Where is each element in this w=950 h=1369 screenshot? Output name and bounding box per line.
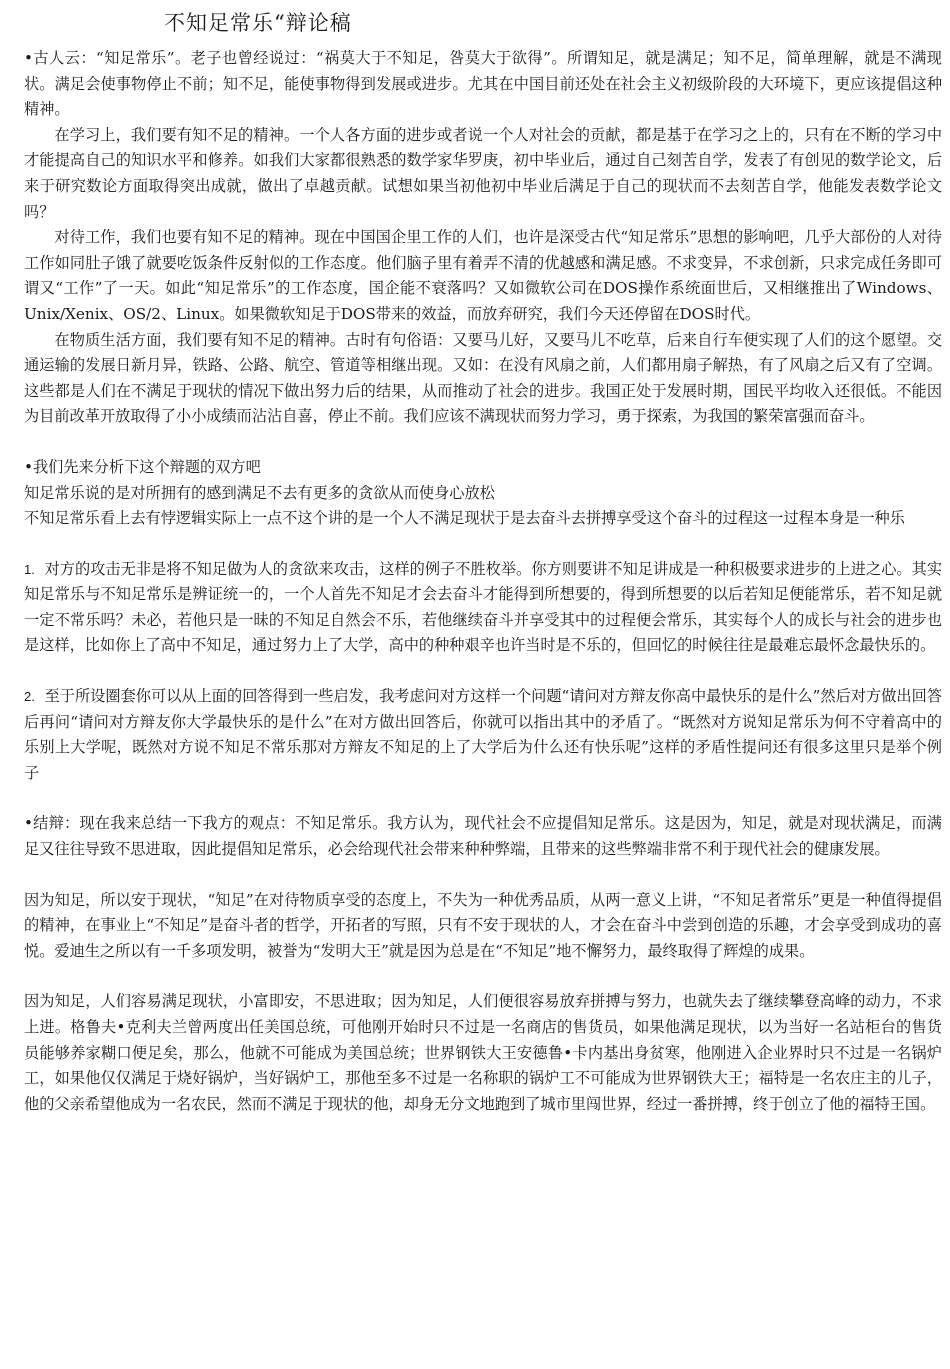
- point-2-number: 2.: [24, 689, 35, 705]
- point-2-text: 至于所设圈套你可以从上面的回答得到一些启发，我考虑问对方这样一个问题“请问对方辩友你高中最快乐的是什么”然后对方做出回答后再问“请问对方辩友你大学最快乐的是什么”在对方做出回答后，你就可以指出其中的矛盾了。“既然对方说知足常乐为何不守着高中的乐别上大学呢，既然对方说不知足不常乐那对方辩友不知足的上了大学后为什么还有快乐呢”这样的矛盾性提问还有很多这里只是举个例子: [24, 687, 943, 782]
- document-title: 不知足常乐“辩论稿: [164, 11, 352, 35]
- spacer: [24, 786, 942, 811]
- spacer: [24, 863, 942, 888]
- spacer: [24, 964, 942, 989]
- point-2: [24, 684, 942, 786]
- intro-paragraph: •古人云：“知足常乐”。老子也曾经说过：“祸莫大于不知足，咎莫大于欲得”。所谓知足，就是满足；知不足，简单理解，就是不满现状。满足会使事物停止不前；知不足，能使事物得到发展或进步。尤其在中国目前还处在社会主义初级阶段的大环境下，更应该提倡这种精神。: [24, 49, 942, 119]
- analysis-side-b: 不知足常乐看上去有悖逻辑实际上一点不这个讲的是一个人不满足现状于是去奋斗去拼搏享受这个奋斗的过程这一过程本身是一种乐: [24, 509, 905, 528]
- study-paragraph: 在学习上，我们要有知不足的精神。一个人各方面的进步或者说一个人对社会的贡献，都是基于在学习之上的，只有在不断的学习中才能提高自己的知识水平和修养。如我们大家都很熟悉的数学家华罗庚，初中毕业后，通过自己刻苦自学，发表了有创见的数学论文，后来于研究数论方面取得突出成就，做出了卓越贡献。试想如果当初他初中毕业后满足于自己的现状而不去刻苦自学，他能发表数学论文吗？: [24, 125, 942, 221]
- conclusion-paragraph: •结辩：现在我来总结一下我方的观点：不知足常乐。我方认为，现代社会不应提倡知足常乐。这是因为，知足，就是对现状满足，而满足又往往导致不思进取，因此提倡知足常乐，必会给现代社会带来种种弊端，且带来的这些弊端非常不利于现代社会的健康发展。: [24, 814, 942, 859]
- analysis-side-a: 知足常乐说的是对所拥有的感到满足不去有更多的贪欲从而使身心放松: [24, 483, 495, 502]
- spacer: [24, 659, 942, 684]
- work-paragraph: 对待工作，我们也要有知不足的精神。现在中国国企里工作的人们，也许是深受古代“知足常乐”思想的影响吧，几乎大部份的人对待工作如同肚子饿了就要吃饭条件反射似的工作态度。他们脑子里有着弄不清的优越感和满足感。不求变异，不求创新，只求完成任务即可谓又“工作”了一天。如此“知足常乐”的工作态度，国企能不衰落吗？又如微软公司在DOS操作系统面世后，又相继推出了Windows、Unix/Xenix、OS/2、Linux。如果微软知足于DOS带来的效益，而放弃研究，我们今天还停留在DOS时代。: [24, 228, 942, 323]
- point-1: [24, 557, 942, 659]
- spacer: [24, 532, 942, 557]
- life-paragraph: 在物质生活方面，我们要有知不足的精神。古时有句俗语：又要马儿好，又要马儿不吃草，后来自行车便实现了人们的这个愿望。交通运输的发展日新月异，铁路、公路、航空、管道等相继出现。又如：在没有风扇之前，人们都用扇子解热，有了风扇之后又有了空调。这些都是人们在不满足于现状的情况下做出努力后的结果，从而推动了社会的进步。我国正处于发展时期，国民平均收入还很低。不能因为目前改革开放取得了小小成绩而沾沾自喜，停止不前。我们应该不满现状而努力学习，勇于探索，为我国的繁荣富强而奋斗。: [24, 330, 942, 426]
- document-page: [24, 8, 942, 1117]
- analysis-heading: •我们先来分析下这个辩题的双方吧: [24, 457, 261, 476]
- examples-paragraph: 因为知足，人们容易满足现状，小富即安，不思进取；因为知足，人们便很容易放弃拼搏与努力，也就失去了继续攀登高峰的动力，不求上进。格鲁夫•克利夫兰曾两度出任美国总统，可他刚开始时只不过是一名商店的售货员，如果他满足现状，以为当好一名站柜台的售货员能够养家糊口便足矣，那么，他就不可能成为美国总统；世界钢铁大王安德鲁•卡内基出身贫寒，他刚进入企业界时只不过是一名锅炉工，如果他仅仅满足于烧好锅炉，当好锅炉工，那他至多不过是一名称职的锅炉工不可能成为世界钢铁大王；福特是一名农庄主的儿子，他的父亲希望他成为一名农民，然而不满足于现状的他，却身无分文地跑到了城市里闯世界，经过一番拼搏，终于创立了他的福特王国。: [24, 992, 942, 1113]
- spacer: [24, 430, 942, 455]
- point-1-number: 1.: [24, 561, 35, 577]
- point-1-text: 对方的攻击无非是将不知足做为人的贪欲来攻击，这样的例子不胜枚举。你方则要讲不知足讲成是一种积极要求进步的上进之心。其实知足常乐与不知足常乐是辨证统一的，一个人首先不知足才会去奋斗才能得到所想要的，得到所想要的以后若知足便能常乐，若不知足就一定不常乐吗？未必，若他只是一昧的不知足自然会不乐，若他继续奋斗并享受其中的过程便会常乐，其实每个人的成长与社会的进步也是这样，比如你上了高中不知足，通过努力上了大学，高中的种种艰辛也许当时是不乐的，但回忆的时候往往是最难忘最怀念最快乐的。: [24, 559, 943, 655]
- edison-paragraph: 因为知足，所以安于现状，“知足”在对待物质享受的态度上，不失为一种优秀品质，从两一意义上讲，“不知足者常乐”更是一种值得提倡的精神，在事业上“不知足”是奋斗者的哲学，开拓者的写照，只有不安于现状的人，才会在奋斗中尝到创造的乐趣，才会享受到成功的喜悦。爱迪生之所以有一千多项发明，被誉为“发明大王”就是因为总是在“不知足”地不懈努力，最终取得了辉煌的成果。: [24, 890, 942, 960]
